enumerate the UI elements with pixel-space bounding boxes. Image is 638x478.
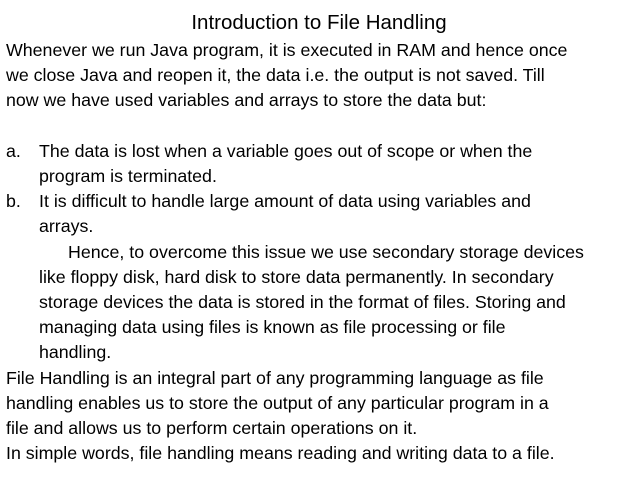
list-marker: a. [6,140,21,161]
solution-line: storage devices the data is stored in the format of files. Storing and [39,292,566,313]
list-item-line: It is difficult to handle large amount of data using variables and [39,191,531,212]
slide-title: Introduction to File Handling [191,11,447,34]
closing-line: In simple words, file handling means reading and writing data to a file. [6,443,555,464]
intro-line: now we have used variables and arrays to store the data but: [6,90,487,111]
list-item [6,139,632,189]
solution-line: handling. [39,342,112,363]
intro-line: Whenever we run Java program, it is executed in RAM and hence once [6,40,568,60]
list-item-line: arrays. [39,216,94,237]
list-item [6,189,632,239]
closing-line: handling enables us to store the output of any particular program in a [6,392,549,413]
solution-line: like floppy disk, hard disk to store data permanently. In secondary [39,266,554,287]
solution-line: managing data using files is known as file processing or file [39,317,506,338]
closing-line: File Handling is an integral part of any programming language as file [6,367,544,388]
intro-line: we close Java and reopen it, the data i.e. the output is not saved. Till [6,65,545,86]
list-item-line: program is terminated. [39,166,217,186]
limitations-list [6,139,632,240]
closing-paragraph [6,366,632,467]
list-marker: b. [6,191,21,212]
list-item-line: The data is lost when a variable goes out of scope or when the [39,140,533,161]
solution-line: Hence, to overcome this issue we use secondary storage devices [68,241,584,262]
intro-paragraph [6,38,632,114]
solution-paragraph [6,240,632,366]
closing-line: file and allows us to perform certain operations on it. [6,418,418,439]
blank-line [6,114,632,139]
